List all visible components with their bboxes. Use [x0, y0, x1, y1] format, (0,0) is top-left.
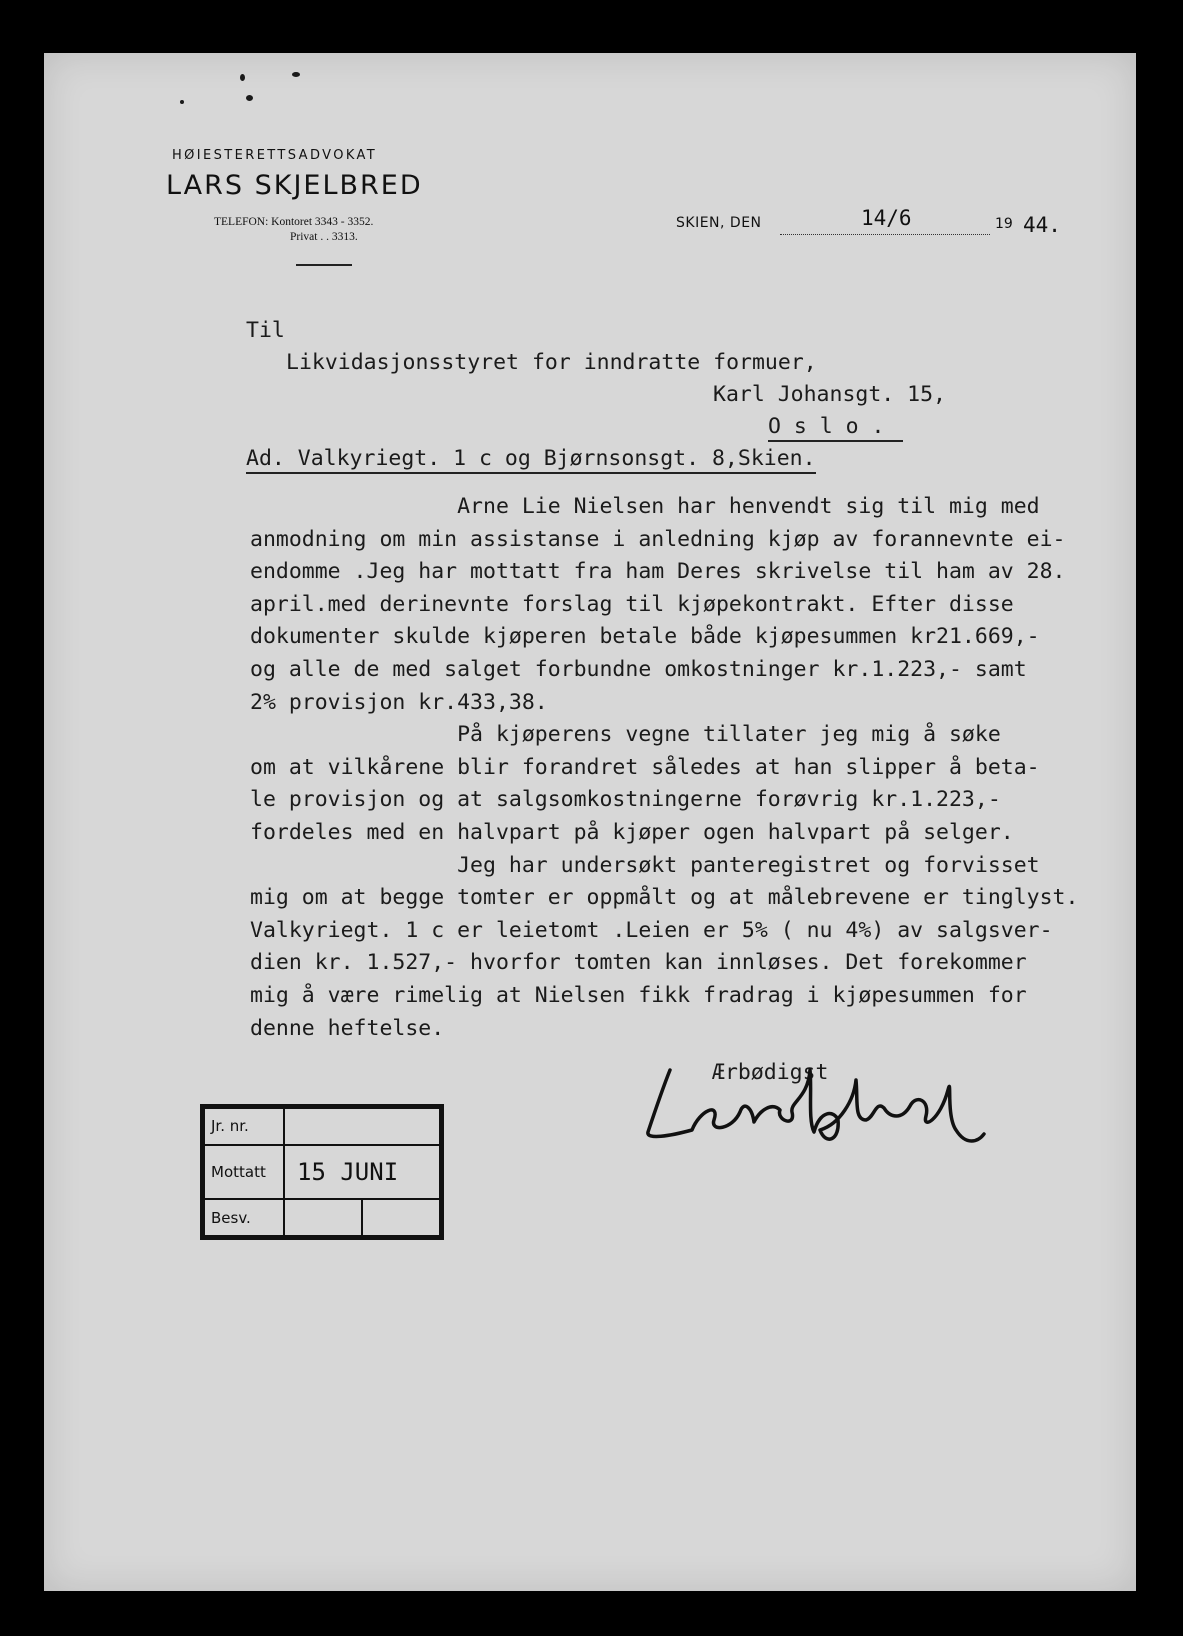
body-line: le provisjon og at salgsomkostningerne forøvrig kr.1.223,- — [250, 787, 1001, 813]
stamp-label-answered: Besv. — [204, 1199, 284, 1236]
letterhead-rule — [296, 264, 352, 266]
stamp-value-journal — [284, 1108, 440, 1145]
body-line: På kjøperens vegne tillater jeg mig å søke — [250, 722, 1001, 748]
body-line: dien kr. 1.527,- hvorfor tomten kan innløses. Det forekommer — [250, 950, 1027, 976]
letterhead-phone — [214, 215, 373, 245]
body-line: Arne Lie Nielsen har henvendt sig til mig med — [250, 494, 1040, 519]
date-year: 44. — [1023, 213, 1061, 237]
body-line: denne heftelse. — [250, 1015, 445, 1041]
body-line: og alle de med salget forbundne omkostninger kr.1.223,- samt — [250, 657, 1027, 682]
body-line: om at vilkårene blir forandret således at han slipper å beta- — [250, 754, 1040, 780]
body-line: april.med derinevnte forslag til kjøpekontrakt. Efter disse — [250, 591, 1014, 617]
date-place: SKIEN, DEN — [676, 215, 762, 231]
closing: Ærbødigst — [712, 1060, 829, 1085]
phone-office: TELEFON: Kontoret 3343 - 3352. — [214, 216, 374, 228]
date-century: 19 — [995, 216, 1013, 232]
body-line: dokumenter skulde kjøperen betale både kjøpesummen kr21.669,- — [250, 624, 1040, 650]
stamp-label-received: Mottatt — [204, 1145, 284, 1200]
letterhead-title: HØIESTERETTSADVOKAT — [172, 148, 378, 163]
stamp-value-received: 15 JUNI — [284, 1145, 440, 1200]
stamp-value-answered — [284, 1199, 440, 1236]
subject-line: Ad. Valkyriegt. 1 c og Bjørnsonsgt. 8,Skien. — [246, 446, 816, 474]
dateline — [676, 206, 1076, 242]
body-line: anmodning om min assistanse i anledning kjøp av forannevnte ei- — [250, 526, 1066, 552]
salutation: Til — [246, 318, 285, 343]
body-line: endomme .Jeg har mottatt fra ham Deres skrivelse til ham av 28. — [250, 559, 1066, 585]
body-line: mig å være rimelig at Nielsen fikk fradrag i kjøpesummen for — [250, 983, 1027, 1008]
phone-private: Privat . . 3313. — [290, 231, 358, 243]
street-line: Karl Johansgt. 15, — [713, 382, 946, 407]
signature-scribble — [640, 1050, 1000, 1150]
body-line: 2% provisjon kr.433,38. — [250, 689, 548, 715]
body-line: Valkyriegt. 1 c er leietomt .Leien er 5% ( nu 4%) av salgsver- — [250, 917, 1053, 943]
city-line: O s l o . — [768, 414, 903, 442]
letterhead-name: LARS SKJELBRED — [166, 170, 423, 201]
date-dotted-line — [780, 234, 990, 235]
body-line: Jeg har undersøkt panteregistret og forvisset — [250, 852, 1040, 878]
date-day: 14/6 — [861, 206, 912, 230]
recipient-line: Likvidasjonsstyret for inndratte formuer, — [286, 350, 817, 375]
stamp-label-journal: Jr. nr. — [204, 1108, 284, 1145]
received-stamp — [200, 1104, 444, 1240]
body-line: mig om at begge tomter er oppmålt og at målebrevene er tinglyst. — [250, 885, 1079, 911]
body-line: fordeles med en halvpart på kjøper ogen halvpart på selger. — [250, 820, 1014, 845]
